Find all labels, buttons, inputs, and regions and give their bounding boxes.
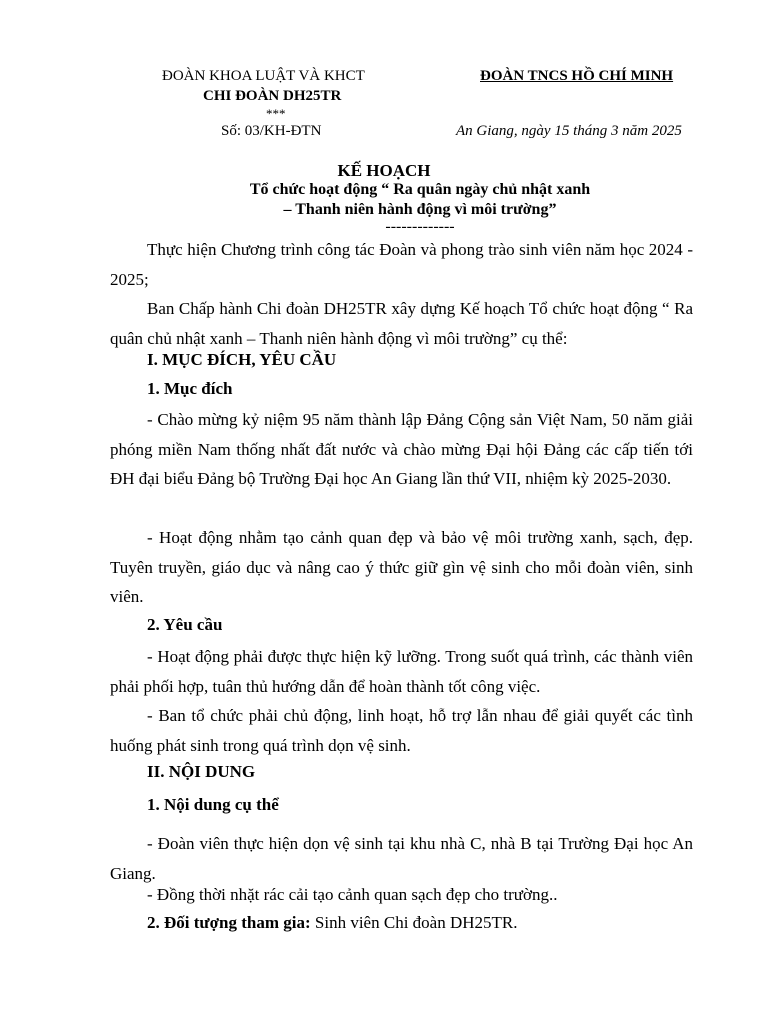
title-line-1: Tổ chức hoạt động “ Ra quân ngày chủ nhật xanh — [249, 181, 591, 198]
participants-text: Sinh viên Chi đoàn DH25TR. — [310, 913, 518, 932]
left-org-name: ĐOÀN KHOA LUẬT VÀ KHCT — [162, 68, 365, 84]
participants-line — [147, 913, 518, 933]
purpose-paragraph-2: - Hoạt động nhằm tạo cảnh quan đẹp và bảo vệ môi trường xanh, sạch, đẹp. Tuyên truyền, giáo dục và nâng cao ý thức giữ gìn vệ sinh cho mỗi đoàn viên, sinh viên. — [110, 528, 693, 606]
requirements-paragraph-2: - Ban tổ chức phải chủ động, linh hoạt, hỗ trợ lẫn nhau để giải quyết các tình huống phát sinh trong quá trình dọn vệ sinh. — [110, 706, 693, 755]
intro-paragraph-1: Thực hiện Chương trình công tác Đoàn và phong trào sinh viên năm học 2024 - 2025; — [110, 240, 693, 289]
header-stars: *** — [266, 106, 286, 121]
left-branch-name: CHI ĐOÀN DH25TR — [203, 88, 342, 104]
participants-label: 2. Đối tượng tham gia: — [147, 913, 311, 932]
intro-paragraph-2: Ban Chấp hành Chi đoàn DH25TR xây dựng Kế hoạch Tổ chức hoạt động “ Ra quân chủ nhật xanh – Thanh niên hành động vì môi trường” cụ thể: — [110, 299, 693, 348]
section-1-heading: I. MỤC ĐÍCH, YÊU CẦU — [147, 350, 337, 369]
subsection-requirements-heading: 2. Yêu cầu — [147, 615, 223, 634]
place-date: An Giang, ngày 15 tháng 3 năm 2025 — [456, 123, 682, 139]
right-org-name: ĐOÀN TNCS HỒ CHÍ MINH — [480, 68, 674, 84]
document-title: KẾ HOẠCH — [337, 161, 431, 180]
requirements-paragraph-1: - Hoạt động phải được thực hiện kỹ lưỡng. Trong suốt quá trình, các thành viên phải phối hợp, tuân thủ hướng dẫn để hoàn thành tốt công việc. — [110, 647, 693, 696]
purpose-paragraph-1: - Chào mừng kỷ niệm 95 năm thành lập Đảng Cộng sản Việt Nam, 50 năm giải phóng miền Nam thống nhất đất nước và chào mừng Đại hội Đảng các cấp tiến tới ĐH đại biểu Đảng bộ Trường Đại học An Giang lần thứ VII, nhiệm kỳ 2025-2030. — [110, 410, 693, 488]
content-paragraph-2: - Đồng thời nhặt rác cải tạo cảnh quan sạch đẹp cho trường.. — [147, 885, 558, 904]
section-2-heading: II. NỘI DUNG — [147, 762, 256, 781]
document-number: Số: 03/KH-ĐTN — [221, 123, 322, 139]
title-divider: ------------- — [385, 218, 455, 235]
subsection-purpose-heading: 1. Mục đích — [147, 379, 233, 398]
subsection-content-heading: 1. Nội dung cụ thể — [147, 795, 279, 814]
content-paragraph-1: - Đoàn viên thực hiện dọn vệ sinh tại khu nhà C, nhà B tại Trường Đại học An Giang. — [110, 834, 693, 883]
title-line-2: – Thanh niên hành động vì môi trường” — [283, 201, 557, 218]
